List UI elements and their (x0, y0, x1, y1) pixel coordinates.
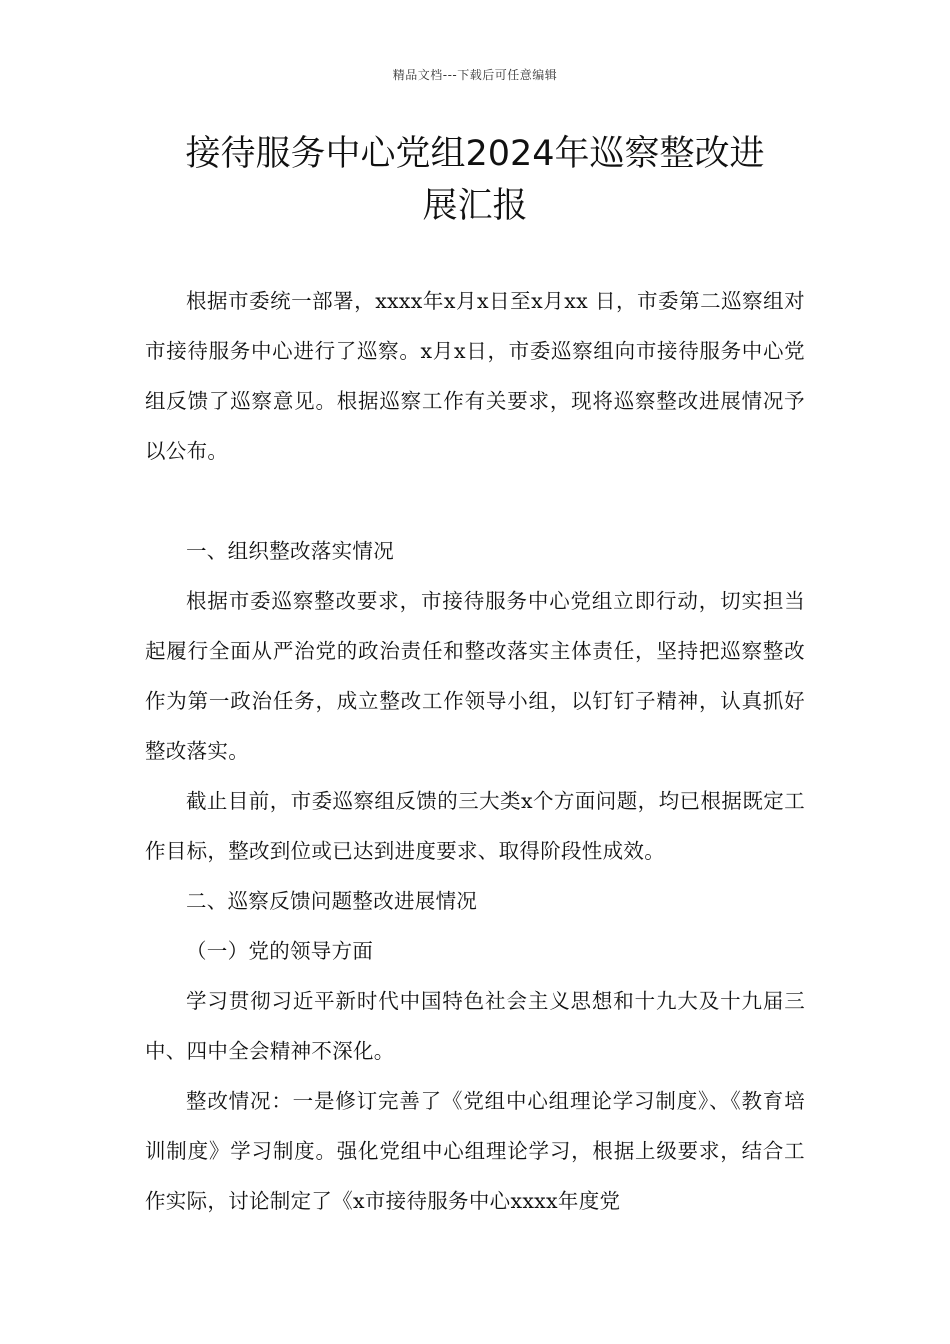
document-title-line-2: 展汇报 (422, 186, 528, 226)
document-title (145, 128, 805, 232)
section-2-heading: 二、巡察反馈问题整改进展情况 (186, 889, 478, 913)
page-header-watermark: 精品文档---下载后可任意编辑 (392, 68, 558, 82)
subsection-1-heading: （一）党的领导方面 (186, 939, 374, 963)
section-1-heading: 一、组织整改落实情况 (186, 539, 394, 563)
issue-1-paragraph: 学习贯彻习近平新时代中国特色社会主义思想和十九大及十九届三中、四中全会精神不深化。 (145, 989, 805, 1063)
intro-paragraph: 根据市委统一部署，xxxx年x月x日至x月xx 日，市委第二巡察组对市接待服务中心进行了巡察。x月x日，市委巡察组向市接待服务中心党组反馈了巡察意见。根据巡察工作有关要求，现将巡察整改进展情况予以公布。 (145, 289, 805, 463)
section-1-paragraph-1: 根据市委巡察整改要求，市接待服务中心党组立即行动，切实担当起履行全面从严治党的政治责任和整改落实主体责任，坚持把巡察整改作为第一政治任务，成立整改工作领导小组，以钉钉子精神，认真抓好整改落实。 (145, 589, 805, 763)
section-1-paragraph-2: 截止目前，市委巡察组反馈的三大类x个方面问题，均已根据既定工作目标，整改到位或已达到进度要求、取得阶段性成效。 (145, 789, 805, 863)
document-title-line-1: 接待服务中心党组2024年巡察整改进 (185, 134, 765, 174)
rectification-1-paragraph: 整改情况：一是修订完善了《党组中心组理论学习制度》、《教育培训制度》学习制度。强化党组中心组理论学习，根据上级要求，结合工作实际，讨论制定了《x市接待服务中心xxxx年度党 (145, 1089, 805, 1213)
